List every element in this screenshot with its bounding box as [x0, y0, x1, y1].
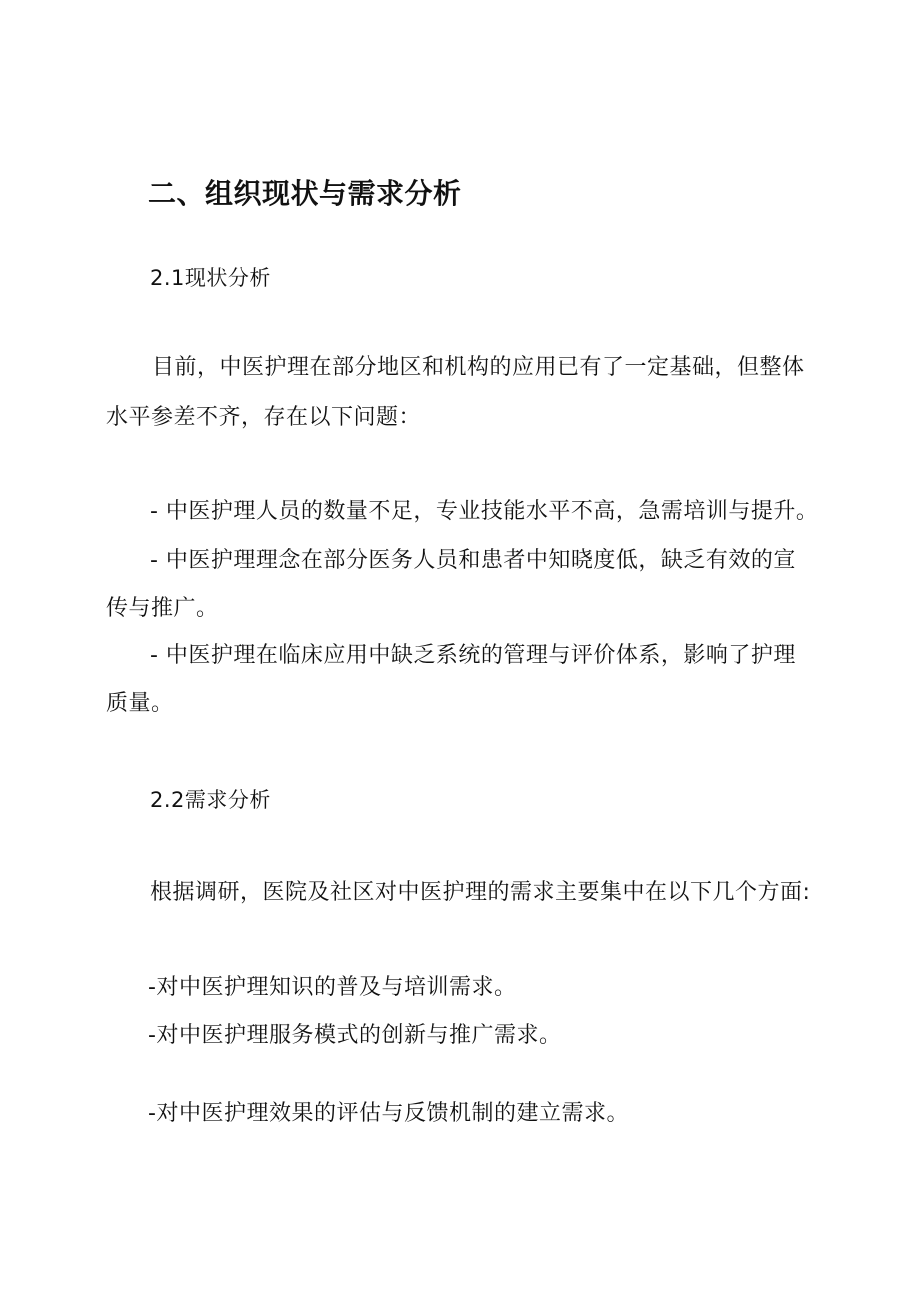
need-item-2: -对中医护理服务模式的创新与推广需求。 — [148, 1023, 562, 1048]
need-item-3: -对中医护理效果的评估与反馈机制的建立需求。 — [148, 1101, 629, 1126]
need-item-1: -对中医护理知识的普及与培训需求。 — [148, 975, 517, 1000]
issue-line-4: - 中医护理在临床应用中缺乏系统的管理与评价体系，影响了护理 — [150, 643, 796, 668]
section-title: 二、组织现状与需求分析 — [148, 177, 462, 210]
status-analysis-heading: 2.1现状分析 — [150, 266, 271, 290]
needs-analysis-heading: 2.2需求分析 — [150, 788, 271, 812]
status-intro-line-2: 水平参差不齐，存在以下问题： — [106, 405, 422, 430]
issue-line-3: 传与推广。 — [106, 596, 219, 621]
issue-line-2: - 中医护理理念在部分医务人员和患者中知晓度低，缺乏有效的宣 — [150, 548, 796, 573]
issue-line-1: - 中医护理人员的数量不足，专业技能水平不高，急需培训与提升。 — [150, 499, 819, 524]
issue-line-5: 质量。 — [106, 691, 174, 716]
status-intro-line-1: 目前，中医护理在部分地区和机构的应用已有了一定基础，但整体 — [152, 355, 805, 380]
needs-intro: 根据调研，医院及社区对中医护理的需求主要集中在以下几个方面: — [150, 880, 811, 905]
